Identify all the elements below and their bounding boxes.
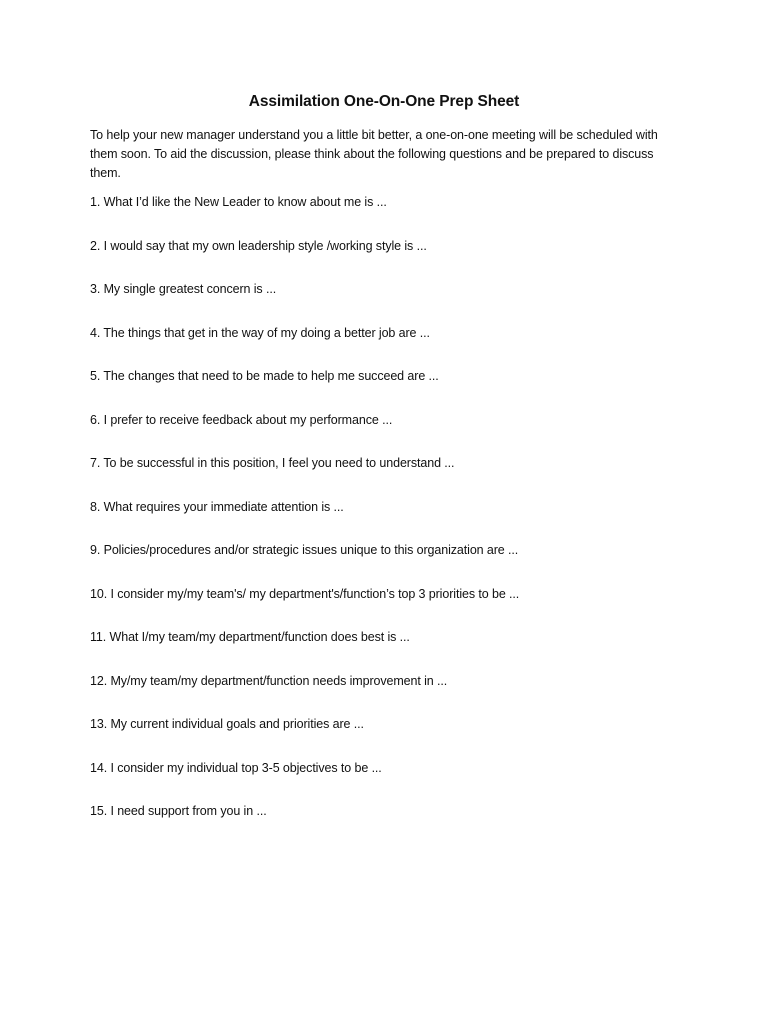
- question-item: 2. I would say that my own leadership style /working style is ...: [90, 238, 427, 253]
- question-item: 4. The things that get in the way of my doing a better job are ...: [90, 325, 430, 340]
- question-item: 9. Policies/procedures and/or strategic issues unique to this organization are ...: [90, 543, 519, 557]
- question-item: 15. I need support from you in ...: [90, 804, 267, 818]
- question-item: 14. I consider my individual top 3-5 objectives to be ...: [90, 760, 382, 775]
- question-item: 8. What requires your immediate attention is ...: [90, 499, 344, 514]
- question-list: [90, 193, 690, 846]
- question-item: 13. My current individual goals and priorities are ...: [90, 717, 364, 731]
- question-item: 7. To be successful in this position, I feel you need to understand ...: [90, 456, 455, 470]
- question-item: 10. I consider my/my team's/ my department's/function’s top 3 priorities to be ...: [90, 586, 520, 601]
- intro-paragraph: To help your new manager understand you a little bit better, a one-on-one meeting will be scheduled with them soon. To aid the discussion, please think about the following questions and be prepared to discuss them.: [90, 128, 658, 180]
- question-item: 12. My/my team/my department/function needs improvement in ...: [90, 673, 448, 688]
- question-item: 1. What I’d like the New Leader to know about me is ...: [90, 195, 387, 209]
- question-item: 11. What I/my team/my department/function does best is ...: [90, 630, 410, 644]
- question-item: 5. The changes that need to be made to help me succeed are ...: [90, 369, 439, 383]
- question-item: 6. I prefer to receive feedback about my performance ...: [90, 412, 393, 427]
- question-item: 3. My single greatest concern is ...: [90, 282, 277, 296]
- page-title: Assimilation One-On-One Prep Sheet: [248, 93, 520, 110]
